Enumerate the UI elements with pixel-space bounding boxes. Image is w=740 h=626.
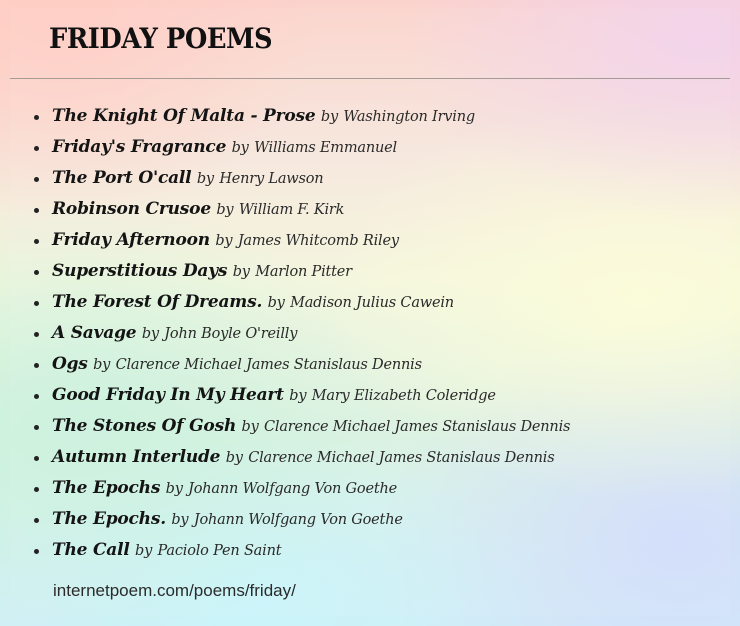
poem-author: Paciolo Pen Saint: [157, 543, 282, 559]
poem-author: Johann Wolfgang Von Goethe: [188, 481, 397, 497]
source-url: internetpoem.com/poems/friday/: [53, 581, 296, 600]
poem-card: [10, 8, 730, 616]
list-item: [52, 225, 722, 256]
poem-author: Williams Emmanuel: [254, 140, 397, 156]
page-title: FRIDAY POEMS: [49, 22, 273, 55]
by-label: by: [165, 481, 183, 497]
list-item: [52, 287, 722, 318]
poem-author: Clarence Michael James Stanislaus Dennis: [248, 450, 555, 466]
bullet-icon: [34, 518, 39, 523]
bullet-icon: [34, 363, 39, 368]
poem-author: Marlon Pitter: [255, 264, 352, 280]
poem-title-link[interactable]: Autumn Interlude: [52, 447, 221, 467]
poem-author: Washington Irving: [343, 109, 475, 125]
poem-title-link[interactable]: Robinson Crusoe: [52, 199, 211, 219]
by-label: by: [225, 450, 243, 466]
poem-list: [52, 101, 722, 566]
poem-title-link[interactable]: The Call: [52, 540, 130, 560]
by-label: by: [141, 326, 159, 342]
bullet-icon: [34, 115, 39, 120]
bullet-icon: [34, 146, 39, 151]
list-item: [52, 380, 722, 411]
by-label: by: [289, 388, 307, 404]
list-item: [52, 194, 722, 225]
by-label: by: [215, 233, 233, 249]
by-label: by: [93, 357, 111, 373]
bullet-icon: [34, 456, 39, 461]
poem-author: Clarence Michael James Stanislaus Dennis: [264, 419, 571, 435]
by-label: by: [241, 419, 259, 435]
by-label: by: [135, 543, 153, 559]
list-item: [52, 504, 722, 535]
list-item: [52, 442, 722, 473]
bullet-icon: [34, 425, 39, 430]
poem-title-link[interactable]: The Epochs.: [52, 509, 166, 529]
poem-author: James Whitcomb Riley: [237, 233, 399, 249]
by-label: by: [232, 264, 250, 280]
bullet-icon: [34, 487, 39, 492]
poem-author: William F. Kirk: [238, 202, 345, 218]
bullet-icon: [34, 270, 39, 275]
poem-title-link[interactable]: The Forest Of Dreams.: [52, 292, 263, 312]
list-item: [52, 256, 722, 287]
poem-title-link[interactable]: The Epochs: [52, 478, 161, 498]
poem-title-link[interactable]: Friday Afternoon: [52, 230, 210, 250]
list-item: [52, 101, 722, 132]
poem-title-link[interactable]: Ogs: [52, 354, 88, 374]
poem-title-link[interactable]: Good Friday In My Heart: [52, 385, 284, 405]
poem-title-link[interactable]: Superstitious Days: [52, 261, 228, 281]
poem-title-link[interactable]: The Stones Of Gosh: [52, 416, 237, 436]
by-label: by: [320, 109, 338, 125]
bullet-icon: [34, 177, 39, 182]
list-item: [52, 349, 722, 380]
poem-author: Clarence Michael James Stanislaus Dennis: [115, 357, 422, 373]
list-item: [52, 132, 722, 163]
bullet-icon: [34, 301, 39, 306]
bullet-icon: [34, 208, 39, 213]
poem-author: Madison Julius Cawein: [290, 295, 454, 311]
list-item: [52, 535, 722, 566]
poem-author: Mary Elizabeth Coleridge: [311, 388, 496, 404]
poem-title-link[interactable]: The Port O'call: [52, 168, 192, 188]
list-item: [52, 163, 722, 194]
list-item: [52, 411, 722, 442]
title-divider: [10, 78, 730, 79]
bullet-icon: [34, 549, 39, 554]
poem-author: Johann Wolfgang Von Goethe: [193, 512, 403, 528]
by-label: by: [231, 140, 249, 156]
poem-title-link[interactable]: A Savage: [52, 323, 137, 343]
poem-author: John Boyle O'reilly: [164, 326, 298, 342]
bullet-icon: [34, 394, 39, 399]
by-label: by: [171, 512, 189, 528]
poem-author: Henry Lawson: [219, 171, 324, 187]
list-item: [52, 318, 722, 349]
by-label: by: [196, 171, 214, 187]
list-item: [52, 473, 722, 504]
poem-title-link[interactable]: Friday's Fragrance: [52, 137, 227, 157]
by-label: by: [267, 295, 285, 311]
poem-title-link[interactable]: The Knight Of Malta - Prose: [52, 106, 316, 126]
bullet-icon: [34, 239, 39, 244]
by-label: by: [216, 202, 234, 218]
bullet-icon: [34, 332, 39, 337]
